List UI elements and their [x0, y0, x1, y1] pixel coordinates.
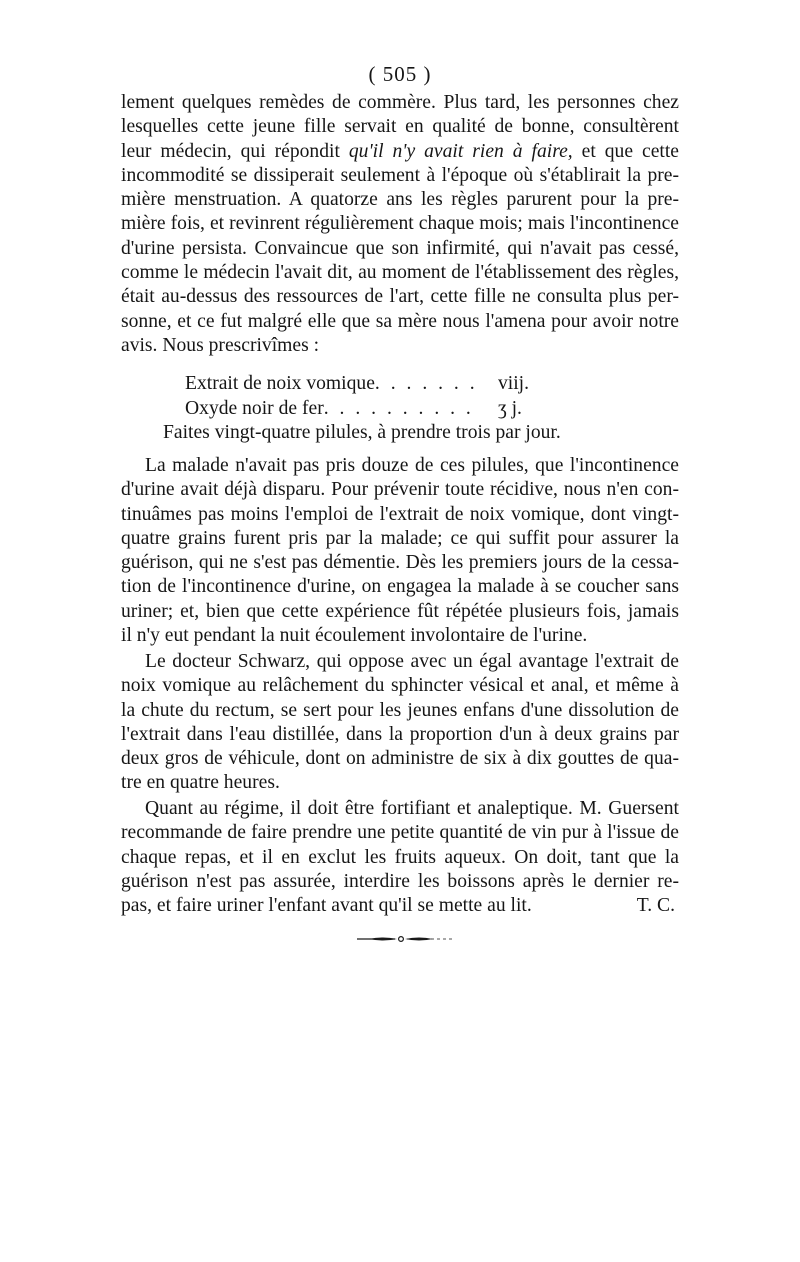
text-line: la chute du rectum, se sert pour les jeunes enfans d'une dissolution de: [121, 699, 679, 721]
prescription-item-name: Extrait de noix vomique: [185, 373, 375, 394]
text-line: comme le médecin l'avait dit, au moment de l'établissement des règles,: [121, 262, 679, 284]
leader-dots: . . . . . . .: [374, 373, 478, 394]
text-line: l'extrait dans l'eau distillée, dans la proportion d'un à deux grains par: [121, 723, 679, 745]
text-line: d'urine persista. Convaincue que son infirmité, qui n'avait pas cessé,: [121, 237, 679, 259]
text-line: noix vomique au relâchement du sphincter vésical et anal, et même à: [121, 675, 679, 697]
text-line: sonne, et ce fut malgré elle que sa mère nous l'amena pour avoir notre: [121, 310, 679, 332]
prescription-item-name: Oxyde noir de fer: [185, 398, 324, 419]
paragraph-2: [121, 454, 679, 648]
prescription-item-1-dose: viij.: [498, 373, 530, 394]
text-line: tion de l'incontinence d'urine, on engagea la malade à se coucher sans: [121, 576, 679, 598]
paragraph-1: [121, 91, 679, 358]
end-ornament: [355, 933, 455, 945]
text-line: Le docteur Schwarz, qui oppose avec un égal avantage l'extrait de: [145, 651, 679, 672]
text-line: Quant au régime, il doit être fortifiant et analeptique. M. Guersent: [145, 798, 679, 819]
text-fragment: leur médecin, qui répondit: [121, 140, 340, 162]
prescription-instruction: Faites vingt-quatre pilules, à prendre trois par jour.: [163, 422, 561, 443]
text-line: tre en quatre heures.: [121, 772, 280, 794]
prescription-item-2-dose: ʒ j.: [498, 398, 522, 419]
text-line: mière menstruation. A quatorze ans les règles parurent pour la pre-: [121, 189, 679, 211]
author-signature: T. C.: [636, 895, 675, 917]
text-line: chaque repas, et il en exclut les fruits aqueux. On doit, tant que la: [121, 846, 679, 868]
italic-quote: qu'il n'y avait rien à faire,: [348, 140, 573, 162]
text-line: était au-dessus des ressources de l'art, cette fille ne consulta plus per-: [121, 286, 679, 308]
prescription-item-1: [185, 372, 478, 396]
text-line: uriner; et, bien que cette expérience fût répétée plusieurs fois, jamais: [121, 600, 679, 622]
text-fragment: et que cette: [581, 140, 679, 162]
text-fragment: pas, et faire uriner l'enfant avant qu'il se mette au lit.: [121, 895, 532, 917]
text-line: avis. Nous prescrivîmes :: [121, 334, 320, 356]
text-line: deux gros de véhicule, dont on administre de six à dix gouttes de qua-: [121, 748, 679, 770]
prescription-item-2: [185, 397, 474, 421]
paragraph-4: [121, 797, 679, 918]
text-line-with-quote: [121, 140, 679, 164]
text-line: il n'y eut pendant la nuit écoulement involontaire de l'urine.: [121, 625, 588, 647]
text-line: mière fois, et revinrent régulièrement chaque mois; mais l'incontinence: [121, 213, 679, 235]
text-line-with-signature: [121, 894, 679, 918]
text-line: recommande de faire prendre une petite quantité de vin pur à l'issue de: [121, 822, 679, 844]
page-number: ( 505 ): [368, 62, 432, 86]
text-line: guérison n'est pas assurée, interdire les boissons après le dernier re-: [121, 870, 679, 892]
text-line: d'urine avait déjà disparu. Pour prévenir toute récidive, nous n'en con-: [121, 479, 679, 501]
text-line: lement quelques remèdes de commère. Plus tard, les personnes chez: [121, 92, 679, 113]
text-line: La malade n'avait pas pris douze de ces pilules, que l'incontinence: [145, 455, 679, 476]
text-line: quatre grains furent pris par la malade; ce qui suffit pour assurer la: [121, 527, 679, 549]
text-line: incommodité se dissiperait seulement à l'époque où s'établirait la pre-: [121, 164, 679, 186]
text-line: lesquelles cette jeune fille servait en qualité de bonne, consultèrent: [121, 116, 679, 138]
paragraph-3: [121, 650, 679, 796]
text-line: tinuâmes pas moins l'emploi de l'extrait de noix vomique, dont vingt-: [121, 503, 679, 525]
leader-dots: . . . . . . . . . .: [323, 398, 474, 419]
text-line: guérison, qui ne s'est pas démentie. Dès les premiers jours de la cessa-: [121, 552, 679, 574]
